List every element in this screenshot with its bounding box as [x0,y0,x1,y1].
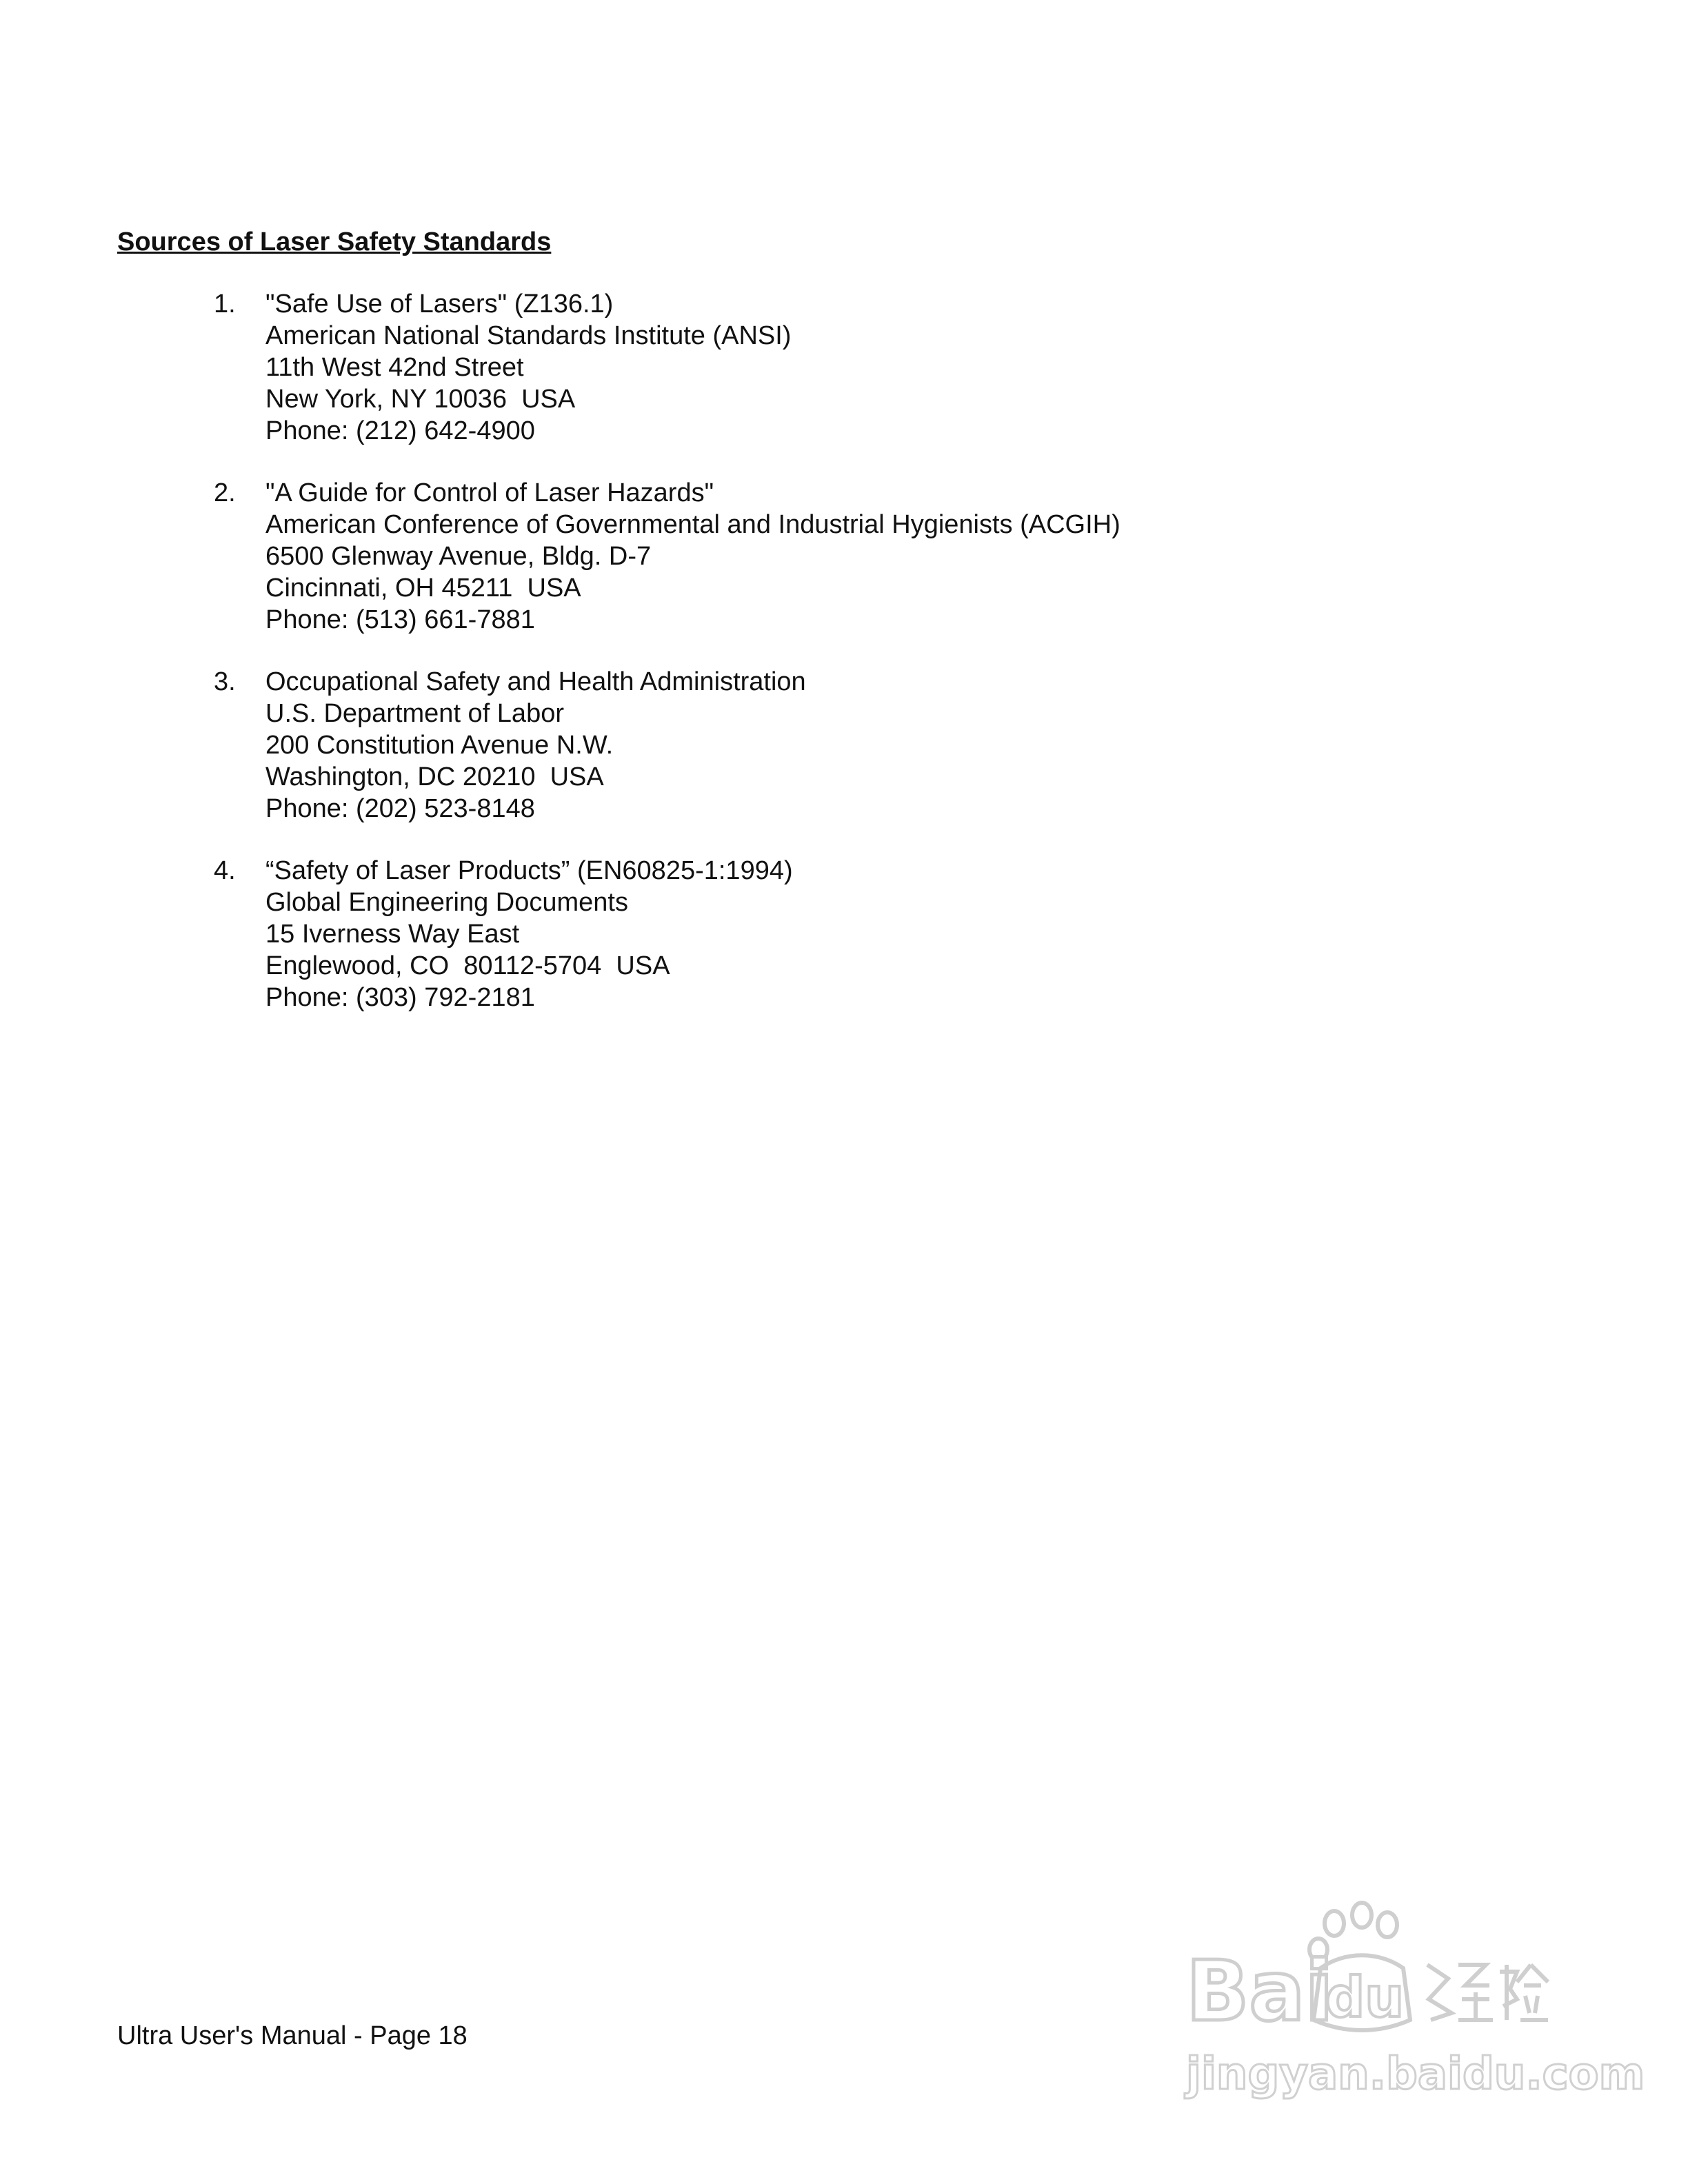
entry-number: 3. [214,667,236,696]
entry-organization-line: Occupational Safety and Health Administration [265,667,806,696]
entry-city-line: New York, NY 10036 USA [265,385,576,414]
entry-phone-line: Phone: (212) 642-4900 [265,416,535,445]
entry-organization-line: Global Engineering Documents [265,888,628,917]
entry-city-line: Cincinnati, OH 45211 USA [265,574,581,603]
entry-organization-line: American Conference of Governmental and Industrial Hygienists (ACGIH) [265,510,1121,539]
entry-city-line: Washington, DC 20210 USA [265,762,604,791]
entry-phone-line: Phone: (513) 661-7881 [265,605,535,634]
entry-street-line: 11th West 42nd Street [265,353,524,382]
entry-street-line: 200 Constitution Avenue N.W. [265,731,614,760]
entry-title-line: “Safety of Laser Products” (EN60825-1:1994) [265,856,793,885]
entry-phone-line: Phone: (202) 523-8148 [265,794,535,823]
svg-text:Bai: Bai [1186,1944,1334,2040]
entry-title-line: "A Guide for Control of Laser Hazards" [265,478,714,507]
baidu-jingyan-watermark [1172,1903,1645,2103]
entry-phone-line: Phone: (303) 792-2181 [265,983,535,1012]
svg-text:jingyan.baidu.com: jingyan.baidu.com [1186,2049,1645,2100]
entry-city-line: Englewood, CO 80112-5704 USA [265,951,670,980]
entry-number: 1. [214,290,236,318]
entry-number: 4. [214,856,236,885]
entry-street-line: 15 Iverness Way East [265,920,520,949]
entry-department-line: U.S. Department of Labor [265,699,564,728]
svg-text:du: du [1325,1965,1405,2030]
page-footer: Ultra User's Manual - Page 18 [117,2021,468,2050]
entry-title-line: "Safe Use of Lasers" (Z136.1) [265,290,614,318]
entry-organization-line: American National Standards Institute (ANSI) [265,321,792,350]
page-title: Sources of Laser Safety Standards [117,228,552,256]
entry-street-line: 6500 Glenway Avenue, Bldg. D-7 [265,542,652,571]
entry-number: 2. [214,478,236,507]
